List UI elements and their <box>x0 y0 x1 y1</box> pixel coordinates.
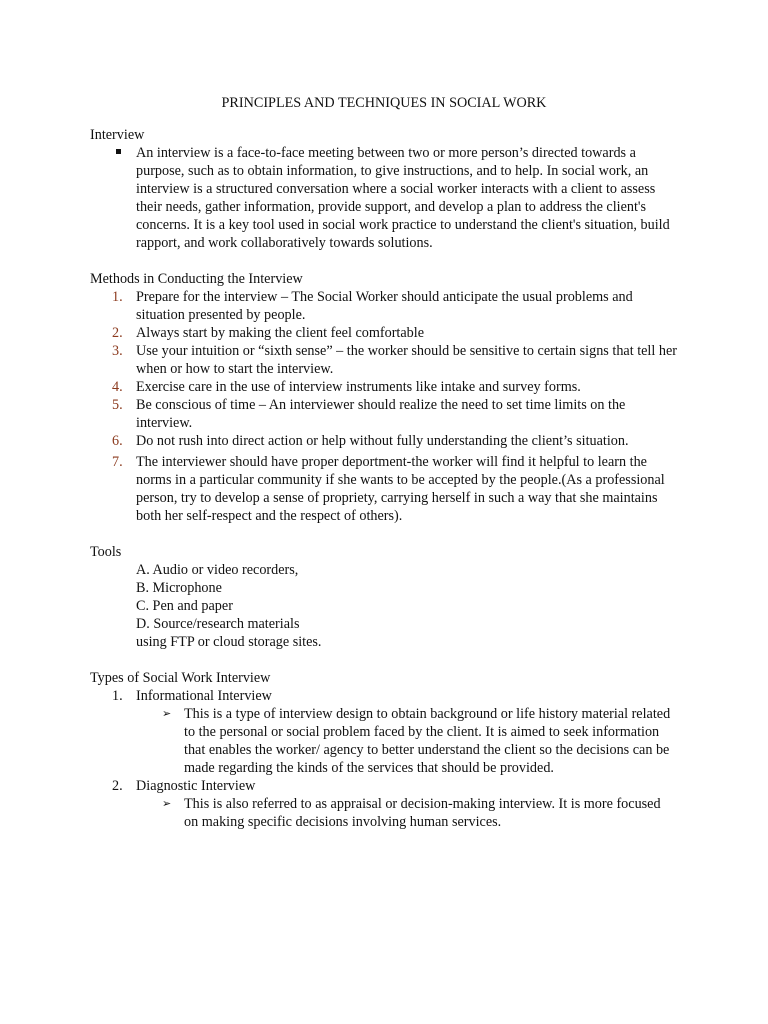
type-detail <box>136 795 678 831</box>
list-item <box>90 288 678 324</box>
interview-bullet-list <box>90 144 678 252</box>
methods-list <box>90 288 678 525</box>
method-text: Do not rush into direct action or help without fully understanding the client’s situation. <box>136 433 629 449</box>
list-item <box>90 432 678 450</box>
list-item <box>90 777 678 831</box>
tools-heading: Tools <box>90 544 122 560</box>
interview-heading: Interview <box>90 127 145 143</box>
method-text: Prepare for the interview – The Social Worker should anticipate the usual problems and situation presented by people. <box>136 289 633 323</box>
square-bullet-icon <box>116 149 121 154</box>
list-number: 4. <box>112 379 123 395</box>
type-detail-text: This is a type of interview design to obtain background or life history material related to the personal or social problem faced by the client. It is aimed to seek information that enables the worker/ agency to better understand the client so the decisions can be made regarding the kinds of the services that should be provided. <box>184 706 671 776</box>
list-item: D. Source/research materials <box>136 616 300 632</box>
arrow-bullet-icon: ➢ <box>162 797 172 810</box>
list-item <box>90 396 678 432</box>
list-item: B. Microphone <box>136 580 222 596</box>
list-item <box>90 324 678 342</box>
list-item <box>90 453 678 525</box>
list-item: C. Pen and paper <box>136 598 233 614</box>
method-text: Use your intuition or “sixth sense” – the worker should be sensitive to certain signs that tell her when or how to start the interview. <box>136 343 677 377</box>
type-label: Diagnostic Interview <box>136 778 256 794</box>
method-text: Exercise care in the use of interview instruments like intake and survey forms. <box>136 379 581 395</box>
list-item <box>90 342 678 378</box>
arrow-bullet-icon: ➢ <box>162 707 172 720</box>
type-detail <box>136 705 678 777</box>
list-item <box>90 687 678 777</box>
types-heading: Types of Social Work Interview <box>90 670 271 686</box>
list-item: A. Audio or video recorders, <box>136 562 299 578</box>
types-list <box>90 687 678 831</box>
type-detail-text: This is also referred to as appraisal or decision-making interview. It is more focused on making specific decisions involving human services. <box>184 796 661 830</box>
method-text: Be conscious of time – An interviewer should realize the need to set time limits on the interview. <box>136 397 626 431</box>
interview-section <box>90 126 678 252</box>
list-number: 7. <box>112 454 123 470</box>
list-number: 1. <box>112 289 123 305</box>
list-number: 5. <box>112 397 123 413</box>
list-item: using FTP or cloud storage sites. <box>136 634 322 650</box>
list-number: 3. <box>112 343 123 359</box>
method-text: Always start by making the client feel comfortable <box>136 325 424 341</box>
list-item <box>90 144 678 252</box>
tools-section <box>90 543 678 651</box>
interview-definition: An interview is a face-to-face meeting between two or more person’s directed towards a purpose, such as to obtain information, to give instructions, and to help. In social work, an interview is a structured conversation where a social worker interacts with a client to assess their needs, gather information, provide support, and develop a plan to address the client's concerns. It is a key tool used in social work practice to understand the client's situation, build rapport, and work collaboratively towards solutions. <box>136 145 670 251</box>
types-section <box>90 669 678 831</box>
tools-list <box>90 561 678 651</box>
type-label: Informational Interview <box>136 688 272 704</box>
list-number: 6. <box>112 433 123 449</box>
methods-section <box>90 270 678 525</box>
list-item <box>90 378 678 396</box>
page-title: PRINCIPLES AND TECHNIQUES IN SOCIAL WORK <box>221 95 547 111</box>
method-text: The interviewer should have proper deportment-the worker will find it helpful to learn the norms in a particular community if she wants to be accepted by the people.(As a professional person, try to develop a sense of propriety, carrying herself in such a way that she maintains both her self-respect and the respect of others). <box>136 454 665 524</box>
methods-heading: Methods in Conducting the Interview <box>90 271 303 287</box>
list-number: 2. <box>112 325 123 341</box>
list-number: 2. <box>112 778 123 794</box>
list-number: 1. <box>112 688 123 704</box>
